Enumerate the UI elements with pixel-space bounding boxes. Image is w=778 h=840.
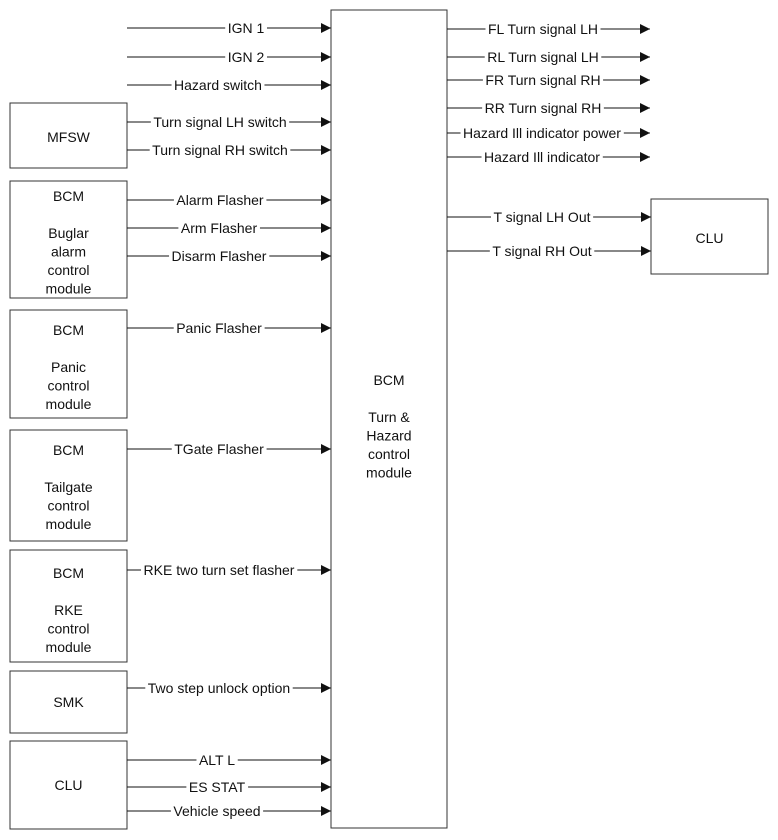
input-signal-label: Vehicle speed [173,803,261,819]
bcm-burglar-box-label: module [45,280,92,297]
bcm-panic-box-label: BCM [52,322,85,338]
bcm-burglar-box-label: control [47,262,90,278]
input-signal-label: RKE two turn set flasher [143,562,295,578]
input-signal-label: Turn signal RH switch [152,142,288,158]
input-signal-label: ES STAT [188,779,246,795]
bcm-panic-box-label: module [45,396,92,412]
input-signal-label: Hazard switch [174,77,262,93]
input-signal-label: ALT L [198,752,236,768]
bcm-rke-box-label: BCM [52,565,85,581]
bcm-turn-hazard-module-label: Hazard [366,427,412,444]
bcm-turn-hazard-module-label: control [367,446,411,462]
input-signal-label: Panic Flasher [176,320,262,336]
bcm-tailgate-box-label: control [47,497,90,514]
input-signal-label: TGate Flasher [174,441,264,457]
input-signal-label: Arm Flasher [180,220,258,236]
bcm-panic-box-label: control [47,377,90,394]
bcm-tailgate-box-label: module [45,516,92,532]
bcm-burglar-box-label: alarm [50,243,87,260]
output-signal-label: T signal RH Out [492,243,592,259]
input-signal-label: IGN 2 [227,49,265,65]
bcm-burglar-box-label: BCM [52,188,85,204]
bcm-turn-hazard-module-label: Turn & [368,409,410,425]
bcm-tailgate-box-label: Tailgate [44,479,93,495]
bcm-panic-box-label: Panic [50,359,87,375]
bcm-burglar-box-label: Buglar [48,225,89,241]
clu-left-box-label: CLU [54,777,83,793]
output-signal-label: FR Turn signal RH [485,72,601,88]
bcm-tailgate-box-label: BCM [52,442,85,458]
input-signal-label: Disarm Flasher [171,248,267,264]
bcm-turn-hazard-module-label: module [366,464,412,481]
output-signal-label: RL Turn signal LH [487,49,599,65]
output-signal-label: Hazard Ill indicator power [463,125,621,141]
bcm-rke-box-label: control [47,620,90,637]
output-signal-label: T signal LH Out [493,209,591,225]
bcm-rke-box-label: module [45,639,92,655]
input-signal-label: Two step unlock option [147,680,291,696]
smk-box-label: SMK [53,694,84,710]
bcm-turn-hazard-module-label: BCM [373,372,405,388]
mfsw-box-label: MFSW [47,129,90,145]
output-signal-label: RR Turn signal RH [484,100,602,116]
clu-right-box-label: CLU [695,230,724,246]
input-signal-label: IGN 1 [227,20,265,36]
output-signal-label: FL Turn signal LH [488,21,598,37]
output-signal-label: Hazard Ill indicator [484,149,600,165]
bcm-rke-box-label: RKE [54,602,83,618]
input-signal-label: Turn signal LH switch [153,114,287,130]
input-signal-label: Alarm Flasher [176,192,264,208]
